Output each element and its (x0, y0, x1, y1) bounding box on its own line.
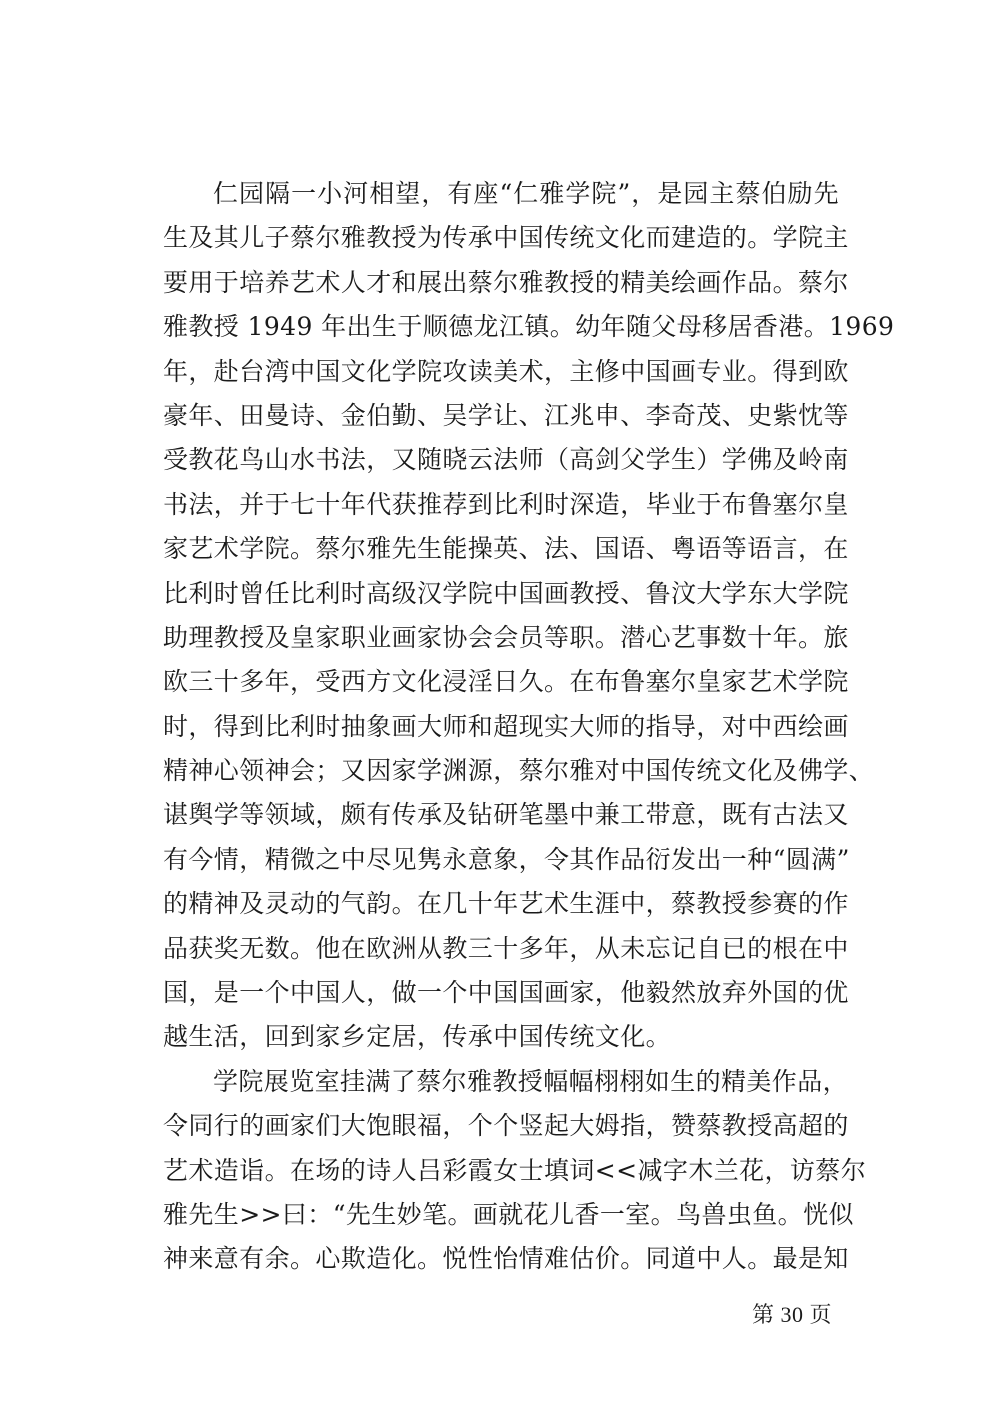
paragraph-1-line-12: 欧三十多年，受西方文化浸淫日久。在布鲁塞尔皇家艺术学院 (163, 667, 849, 697)
paragraph-1-line-18: 品获奖无数。他在欧洲从教三十多年，从未忘记自已的根在中 (163, 933, 849, 963)
paragraph-2-line-2: 令同行的画家们大饱眼福，个个竖起大姆指，赞蔡教授高超的 (163, 1111, 849, 1141)
paragraph-2-line-5: 神来意有余。心欺造化。悦性怡情难估价。同道中人。最是知 (163, 1244, 849, 1274)
paragraph-1-line-8: 书法，并于七十年代获推荐到比利时深造，毕业于布鲁塞尔皇 (163, 489, 849, 519)
paragraph-1-line-5: 年，赴台湾中国文化学院攻读美术，主修中国画专业。得到欧 (163, 356, 849, 386)
page-number-footer (752, 1300, 832, 1331)
paragraph-2-line-3: 艺术造诣。在场的诗人吕彩霞女士填词<<减字木兰花，访蔡尔 (163, 1155, 867, 1185)
paragraph-1-line-15: 谌舆学等领域，颇有传承及钻研笔墨中兼工带意，既有古法又 (163, 800, 849, 830)
paragraph-1-line-9: 家艺术学院。蔡尔雅先生能操英、法、国语、粤语等语言，在 (163, 534, 849, 564)
paragraph-1-line-1: 仁园隔一小河相望，有座“仁雅学院”，是园主蔡伯励先 (213, 179, 839, 208)
paragraph-1-line-11: 助理教授及皇家职业画家协会会员等职。潜心艺事数十年。旅 (163, 622, 849, 652)
paragraph-1-line-2: 生及其儿子蔡尔雅教授为传承中国传统文化而建造的。学院主 (163, 223, 849, 253)
page-number: 30 (780, 1302, 804, 1327)
page-number-suffix: 页 (809, 1303, 833, 1328)
body-text (163, 172, 895, 1282)
paragraph-2-line-1: 学院展览室挂满了蔡尔雅教授幅幅栩栩如生的精美作品， (213, 1066, 849, 1096)
paragraph-1-line-7: 受教花鸟山水书法，又随晓云法师（高剑父学生）学佛及岭南 (163, 445, 849, 475)
paragraph-1-line-10: 比利时曾任比利时高级汉学院中国画教授、鲁汶大学东大学院 (163, 578, 849, 608)
paragraph-1-line-20: 越生活，回到家乡定居，传承中国传统文化。 (163, 1022, 672, 1052)
paragraph-1-line-14: 精神心领神会；又因家学渊源，蔡尔雅对中国传统文化及佛学、 (163, 756, 875, 786)
paragraph-1-line-13: 时，得到比利时抽象画大师和超现实大师的指导，对中西绘画 (163, 711, 849, 741)
paragraph-1-line-19: 国，是一个中国人，做一个中国国画家，他毅然放弃外国的优 (163, 978, 849, 1008)
paragraph-2-line-4: 雅先生>>曰：“先生妙笔。画就花儿香一室。鸟兽虫鱼。恍似 (163, 1199, 854, 1229)
paragraph-1-line-17: 的精神及灵动的气韵。在几十年艺术生涯中，蔡教授参赛的作 (163, 889, 849, 919)
page-number-prefix: 第 (752, 1303, 775, 1328)
paragraph-1-line-16: 有今情，精微之中尽见隽永意象，令其作品衍发出一种“圆满” (163, 844, 850, 874)
paragraph-1-line-6: 豪年、田曼诗、金伯勤、吴学让、江兆申、李奇茂、史紫忱等 (163, 400, 849, 430)
paragraph-1-line-4: 雅教授 1949 年出生于顺德龙江镇。幼年随父母移居香港。1969 (163, 312, 895, 342)
paragraph-1-line-3: 要用于培养艺术人才和展出蔡尔雅教授的精美绘画作品。蔡尔 (163, 267, 849, 297)
